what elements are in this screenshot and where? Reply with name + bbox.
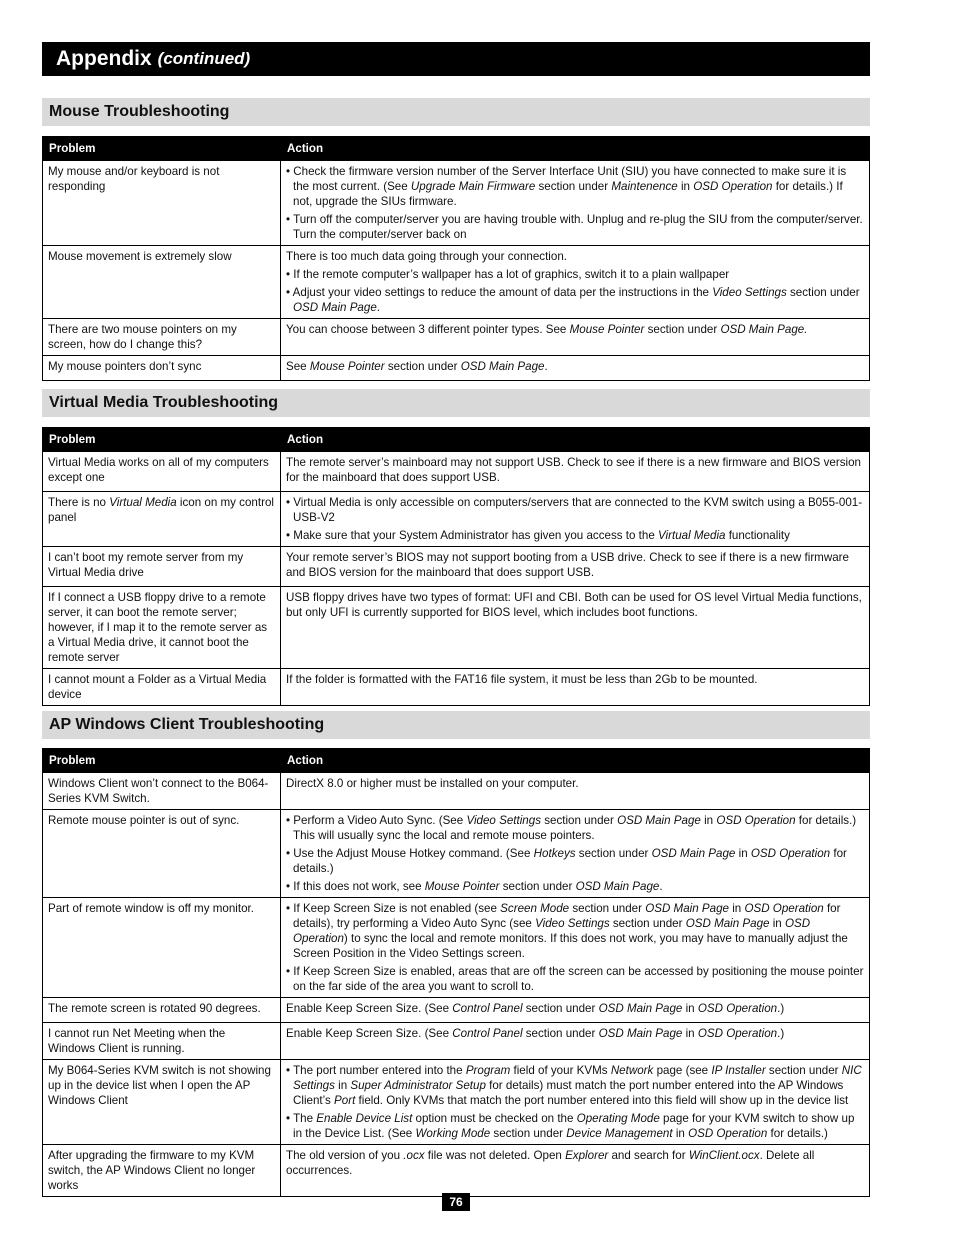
- italic-reference: OSD Operation: [688, 1127, 768, 1140]
- table-row: [43, 998, 870, 1023]
- table-row: [43, 1023, 870, 1060]
- italic-reference: OSD Main Page: [617, 814, 701, 827]
- action-cell: [281, 1023, 870, 1060]
- column-header-action: Action: [281, 137, 870, 161]
- italic-reference: OSD Operation: [697, 1027, 778, 1040]
- problem-cell: After upgrading the firmware to my KVM switch, the AP Windows Client no longer works: [43, 1145, 281, 1197]
- action-cell: [281, 356, 870, 381]
- bullet-item: • Adjust your video settings to reduce the amount of data per the instructions in the Video Settings section under OSD Main Page.: [286, 285, 864, 315]
- bullet-item: • Turn off the computer/server you are having trouble with. Unplug and re-plug the SIU from the computer/server. Turn the computer/server back on: [286, 212, 864, 242]
- italic-reference: .ocx: [403, 1149, 425, 1162]
- action-cell: [281, 547, 870, 587]
- action-cell: [281, 319, 870, 356]
- section-heading-ap-windows-client: AP Windows Client Troubleshooting: [42, 711, 870, 739]
- italic-reference: Enable Device List: [316, 1112, 413, 1125]
- bullet-item: • If Keep Screen Size is enabled, areas that are off the screen can be accessed by positioning the mouse pointer on the far side of the area you want to scroll to.: [286, 964, 864, 994]
- section-heading-mouse: Mouse Troubleshooting: [42, 98, 870, 126]
- table-row: [43, 452, 870, 492]
- italic-reference: Hotkeys: [533, 847, 576, 860]
- action-text: If the folder is formatted with the FAT16 file system, it must be less than 2Gb to be mounted.: [286, 673, 758, 686]
- action-cell: [281, 669, 870, 706]
- italic-reference: Explorer: [565, 1149, 609, 1162]
- italic-reference: OSD Main Page: [645, 902, 729, 915]
- italic-reference: NIC Settings: [293, 1064, 862, 1092]
- action-cell: [281, 773, 870, 810]
- italic-reference: Mouse Pointer: [309, 360, 385, 373]
- table-row: [43, 773, 870, 810]
- problem-cell: I can’t boot my remote server from my Virtual Media drive: [43, 547, 281, 587]
- column-header-action: Action: [281, 428, 870, 452]
- italic-reference: Upgrade Main Firmware: [410, 180, 536, 193]
- action-cell: [281, 1145, 870, 1197]
- bullet-item: • Perform a Video Auto Sync. (See Video Settings section under OSD Main Page in OSD Operation for details.) This will usually sync the local and remote mouse pointers.: [286, 813, 864, 843]
- table-row: [43, 1145, 870, 1197]
- action-text: The old version of you .ocx file was not deleted. Open Explorer and search for WinClient.ocx. Delete all occurrences.: [286, 1149, 815, 1177]
- italic-reference: Virtual Media: [658, 529, 726, 542]
- ap-windows-client-troubleshooting-table: [42, 748, 870, 1197]
- action-text: USB floppy drives have two types of format: UFI and CBI. Both can be used for OS level Virtual Media functions, but only UFI is currently supported for BIOS level, which includes boot functions.: [286, 591, 862, 619]
- italic-reference: Program: [465, 1064, 511, 1077]
- table-row: [43, 356, 870, 381]
- problem-cell: Remote mouse pointer is out of sync.: [43, 810, 281, 898]
- problem-cell: Mouse movement is extremely slow: [43, 246, 281, 319]
- italic-reference: Video Settings: [712, 286, 787, 299]
- action-cell: [281, 452, 870, 492]
- table-row: [43, 161, 870, 246]
- bullet-item: • The Enable Device List option must be checked on the Operating Mode page for your KVM switch to show up in the Device List. (See Working Mode section under Device Management in OSD Operation for details.): [286, 1111, 864, 1141]
- column-header-action: Action: [281, 749, 870, 773]
- problem-cell: There is no Virtual Media icon on my control panel: [43, 492, 281, 547]
- italic-reference: OSD Operation: [744, 902, 824, 915]
- virtual-media-troubleshooting-table: [42, 427, 870, 706]
- table-row: [43, 898, 870, 998]
- italic-reference: OSD Main Page: [685, 917, 770, 930]
- italic-reference: Video Settings: [466, 814, 541, 827]
- action-text: DirectX 8.0 or higher must be installed on your computer.: [286, 777, 579, 790]
- bullet-item: • Virtual Media is only accessible on computers/servers that are connected to the KVM switch using a B055-001-USB-V2: [286, 495, 864, 525]
- italic-reference: OSD Main Page: [598, 1027, 683, 1040]
- problem-cell: There are two mouse pointers on my screen, how do I change this?: [43, 319, 281, 356]
- italic-reference: OSD Operation: [750, 847, 831, 860]
- table-row: [43, 810, 870, 898]
- problem-cell: The remote screen is rotated 90 degrees.: [43, 998, 281, 1023]
- action-text: You can choose between 3 different pointer types. See Mouse Pointer section under OSD Main Page.: [286, 323, 808, 336]
- italic-reference: OSD Operation: [697, 1002, 778, 1015]
- table-row: [43, 669, 870, 706]
- page-title: Appendix: [56, 47, 152, 70]
- column-header-problem: Problem: [43, 749, 281, 773]
- page-banner: [42, 42, 870, 76]
- italic-reference: Super Administrator Setup: [350, 1079, 486, 1092]
- problem-cell: If I connect a USB floppy drive to a remote server, it can boot the remote server; however, if I map it to the remote server as a Virtual Media drive, it cannot boot the remote server: [43, 587, 281, 669]
- bullet-item: • Make sure that your System Administrator has given you access to the Virtual Media functionality: [286, 528, 864, 543]
- problem-cell: I cannot mount a Folder as a Virtual Media device: [43, 669, 281, 706]
- bullet-item: • If Keep Screen Size is not enabled (see Screen Mode section under OSD Main Page in OSD Operation for details), try performing a Video Auto Sync (see Video Settings section under OSD Main Page in OSD Operation) to sync the local and remote monitors. If this does not work, you may have to manually adjust the Screen Position in the Video Settings screen.: [286, 901, 864, 961]
- page-subtitle: (continued): [157, 49, 251, 68]
- italic-reference: Port: [334, 1094, 356, 1107]
- action-cell: [281, 492, 870, 547]
- bullet-item: • Use the Adjust Mouse Hotkey command. (See Hotkeys section under OSD Main Page in OSD Operation for details.): [286, 846, 864, 876]
- action-cell: [281, 246, 870, 319]
- bullet-item: • The port number entered into the Program field of your KVMs Network page (see IP Installer section under NIC Settings in Super Administrator Setup for details) must match the port number entered into the AP Windows Client’s Port field. Only KVMs that match the port number entered into this field will show up in the device list: [286, 1063, 864, 1108]
- table-row: [43, 246, 870, 319]
- table-row: [43, 1060, 870, 1145]
- italic-reference: WinClient.ocx: [688, 1149, 760, 1162]
- action-text: See Mouse Pointer section under OSD Main Page.: [286, 360, 548, 373]
- italic-reference: OSD Main Page: [460, 360, 545, 373]
- table-row: [43, 547, 870, 587]
- page-number: 76: [442, 1193, 470, 1211]
- italic-reference: Mouse Pointer: [424, 880, 500, 893]
- action-text: The remote server’s mainboard may not support USB. Check to see if there is a new firmware and BIOS version for the mainboard that does support USB.: [286, 456, 862, 484]
- problem-cell: Windows Client won’t connect to the B064-Series KVM Switch.: [43, 773, 281, 810]
- action-text: There is too much data going through your connection.: [286, 250, 568, 263]
- italic-reference: Control Panel: [452, 1002, 523, 1015]
- italic-reference: Mouse Pointer: [569, 323, 645, 336]
- action-cell: [281, 161, 870, 246]
- italic-reference: Operating Mode: [576, 1112, 660, 1125]
- italic-reference: Video Settings: [535, 917, 610, 930]
- action-cell: [281, 587, 870, 669]
- section-heading-virtual-media: Virtual Media Troubleshooting: [42, 389, 870, 417]
- italic-reference: Maintenence: [611, 180, 678, 193]
- problem-cell: Part of remote window is off my monitor.: [43, 898, 281, 998]
- action-text: Enable Keep Screen Size. (See Control Panel section under OSD Main Page in OSD Operation.): [286, 1002, 785, 1015]
- mouse-troubleshooting-table: [42, 136, 870, 381]
- bullet-item: • If this does not work, see Mouse Pointer section under OSD Main Page.: [286, 879, 864, 894]
- bullet-item: • Check the firmware version number of the Server Interface Unit (SIU) you have connected to make sure it is the most current. (See Upgrade Main Firmware section under Maintenence in OSD Operation for details.) If not, upgrade the SIUs firmware.: [286, 164, 864, 209]
- italic-reference: Working Mode: [415, 1127, 491, 1140]
- italic-reference: OSD Main Page: [651, 847, 736, 860]
- table-row: [43, 492, 870, 547]
- bullet-item: • If the remote computer’s wallpaper has a lot of graphics, switch it to a plain wallpaper: [286, 267, 864, 282]
- italic-reference: OSD Operation: [693, 180, 773, 193]
- italic-reference: Screen Mode: [500, 902, 570, 915]
- italic-reference: OSD Main Page.: [720, 323, 808, 336]
- action-cell: [281, 810, 870, 898]
- problem-cell: I cannot run Net Meeting when the Windows Client is running.: [43, 1023, 281, 1060]
- italic-reference: Virtual Media: [109, 496, 177, 509]
- action-cell: [281, 898, 870, 998]
- italic-reference: Network: [610, 1064, 654, 1077]
- action-text: Enable Keep Screen Size. (See Control Panel section under OSD Main Page in OSD Operation.): [286, 1027, 785, 1040]
- action-cell: [281, 998, 870, 1023]
- table-row: [43, 319, 870, 356]
- italic-reference: OSD Operation: [716, 814, 796, 827]
- italic-reference: Device Management: [566, 1127, 673, 1140]
- italic-reference: OSD Operation: [293, 917, 811, 945]
- italic-reference: OSD Main Page: [598, 1002, 683, 1015]
- problem-cell: Virtual Media works on all of my computers except one: [43, 452, 281, 492]
- italic-reference: Control Panel: [452, 1027, 523, 1040]
- column-header-problem: Problem: [43, 137, 281, 161]
- table-row: [43, 587, 870, 669]
- italic-reference: OSD Main Page: [293, 301, 377, 314]
- italic-reference: IP Installer: [711, 1064, 766, 1077]
- column-header-problem: Problem: [43, 428, 281, 452]
- problem-cell: My B064-Series KVM switch is not showing up in the device list when I open the AP Windows Client: [43, 1060, 281, 1145]
- action-cell: [281, 1060, 870, 1145]
- italic-reference: OSD Main Page: [575, 880, 660, 893]
- problem-cell: My mouse pointers don’t sync: [43, 356, 281, 381]
- action-text: Your remote server’s BIOS may not support booting from a USB drive. Check to see if there is a new firmware and BIOS version for the mainboard that does support USB.: [286, 551, 849, 579]
- problem-cell: My mouse and/or keyboard is not responding: [43, 161, 281, 246]
